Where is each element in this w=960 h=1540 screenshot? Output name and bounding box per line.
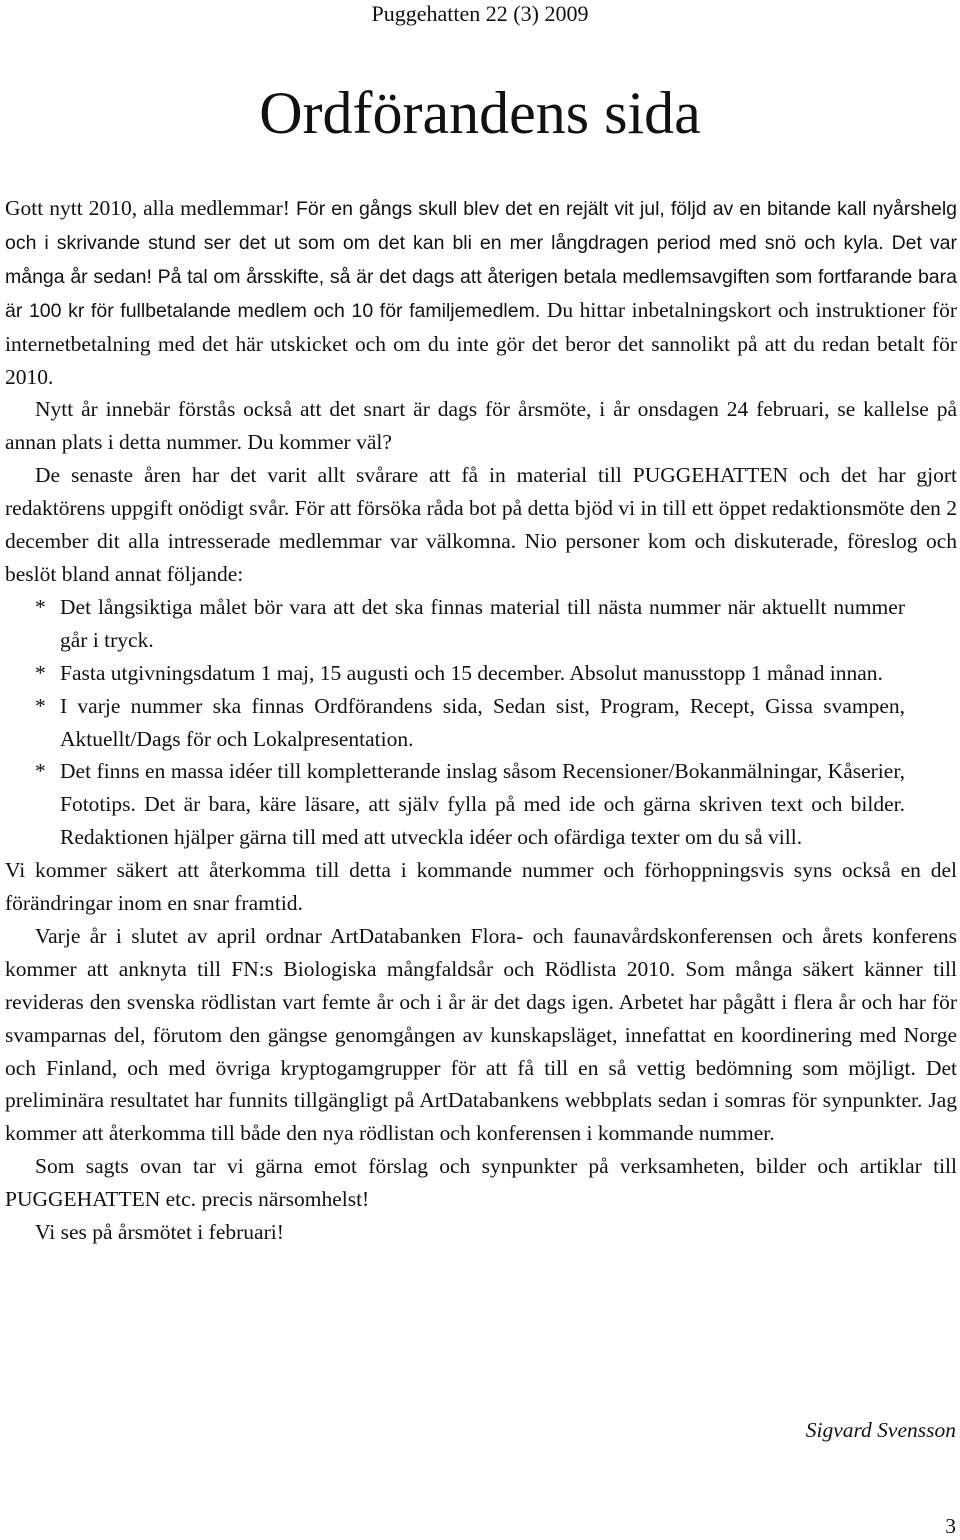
paragraph-intro bbox=[5, 192, 957, 393]
asterisk-bullet-icon: * bbox=[35, 594, 46, 619]
list-item-text: Det långsiktiga målet bör vara att det ska finnas material till nästa nummer när aktuellt nummer går i tryck. bbox=[60, 594, 905, 652]
paragraph-editorial-meeting: De senaste åren har det varit allt svårare att få in material till PUGGEHATTEN och det har gjort redaktörens uppgift onödigt svår. För att försöka råda bot på detta bjöd vi in till ett öppet redaktionsmöte den 2 december dit alla intresserade medlemmar var välkomna. Nio personer kom och diskuterade, föreslog och beslöt bland annat följande: bbox=[5, 463, 957, 586]
asterisk-bullet-icon: * bbox=[35, 660, 46, 685]
paragraph-intro-start: Gott nytt 2010, alla medlemmar! bbox=[5, 196, 296, 220]
page-number: 3 bbox=[945, 1514, 956, 1538]
asterisk-bullet-icon: * bbox=[35, 759, 46, 784]
list-item bbox=[5, 591, 957, 657]
list-item-text: Det finns en massa idéer till kompletterande inslag såsom Recensioner/Bokanmälningar, Kåserier, Fototips. Det är bara, käre läsare, att själv fylla på med ide och gärna skriven text och bilder. Redaktionen hjälper gärna till med att utveckla idéer och ofärdiga texter om du så vill. bbox=[60, 759, 905, 850]
running-header: Puggehatten 22 (3) 2009 bbox=[371, 1, 589, 26]
author-signature: Sigvard Svensson bbox=[805, 1418, 956, 1442]
paragraph-redlist: Varje år i slutet av april ordnar ArtDatabanken Flora- och faunavårdskonferensen och årets konferens kommer att anknyta till FN:s Biologiska mångfaldsår och Rödlista 2010. Som många säkert känner till revideras den svenska rödlistan vart femte år och i år är det dags igen. Arbetet har pågått i flera år och har för svamparnas del, förutom den gängse genomgången av kunskapsläget, innefattat en koordinering med Norge och Finland, och med övriga kryptogamgrupper för att få till en så vettig bedömning som möjligt. Det preliminära resultatet har funnits tillgängligt på ArtDatabankens webbplats sedan i somras för synpunkter. Jag kommer att återkomma till både den nya rödlistan och konferensen i kommande nummer. bbox=[5, 923, 957, 1146]
article-body bbox=[5, 192, 957, 1249]
decision-list bbox=[5, 591, 957, 854]
paragraph-intro-sans: För en gångs skull blev det en rejält vit jul, följd av en bitande kall nyårshelg och i skrivande stund ser det ut som om det kan bli en mer långdragen period med snö och kyla. Det var många år sedan! På tal om årsskifte, så är det dags att återigen betala medlemsavgiften som fortfarande bara är 100 kr för fullbetalande medlem och 10 för familjemedlem. bbox=[5, 198, 957, 322]
list-item bbox=[5, 657, 957, 690]
asterisk-bullet-icon: * bbox=[35, 693, 46, 718]
paragraph-annual-meeting: Nytt år innebär förstås också att det snart är dags för årsmöte, i år onsdagen 24 februari, se kallelse på annan plats i detta nummer. Du kommer väl? bbox=[5, 397, 957, 455]
list-item bbox=[5, 690, 957, 756]
paragraph-intro-end: Du hittar inbetalningskort och instruktioner för internetbetalning med det här utskicket och om du inte gör det beror det sannolikt på att du redan betalt för 2010. bbox=[5, 297, 957, 389]
paragraph-future-changes: Vi kommer säkert att återkomma till detta i kommande nummer och förhoppningsvis syns också en del förändringar inom en snar framtid. bbox=[5, 858, 957, 916]
page-title: Ordförandens sida bbox=[259, 80, 701, 146]
list-item-text: I varje nummer ska finnas Ordförandens sida, Sedan sist, Program, Recept, Gissa svampen, Aktuellt/Dags för och Lokalpresentation. bbox=[60, 693, 905, 751]
paragraph-suggestions: Som sagts ovan tar vi gärna emot förslag och synpunkter på verksamheten, bilder och artiklar till PUGGEHATTEN etc. precis närsomhelst! bbox=[5, 1154, 957, 1212]
list-item bbox=[5, 755, 957, 854]
paragraph-closing: Vi ses på årsmötet i februari! bbox=[35, 1220, 284, 1245]
list-item-text: Fasta utgivningsdatum 1 maj, 15 augusti och 15 december. Absolut manusstopp 1 månad innan. bbox=[60, 660, 883, 685]
